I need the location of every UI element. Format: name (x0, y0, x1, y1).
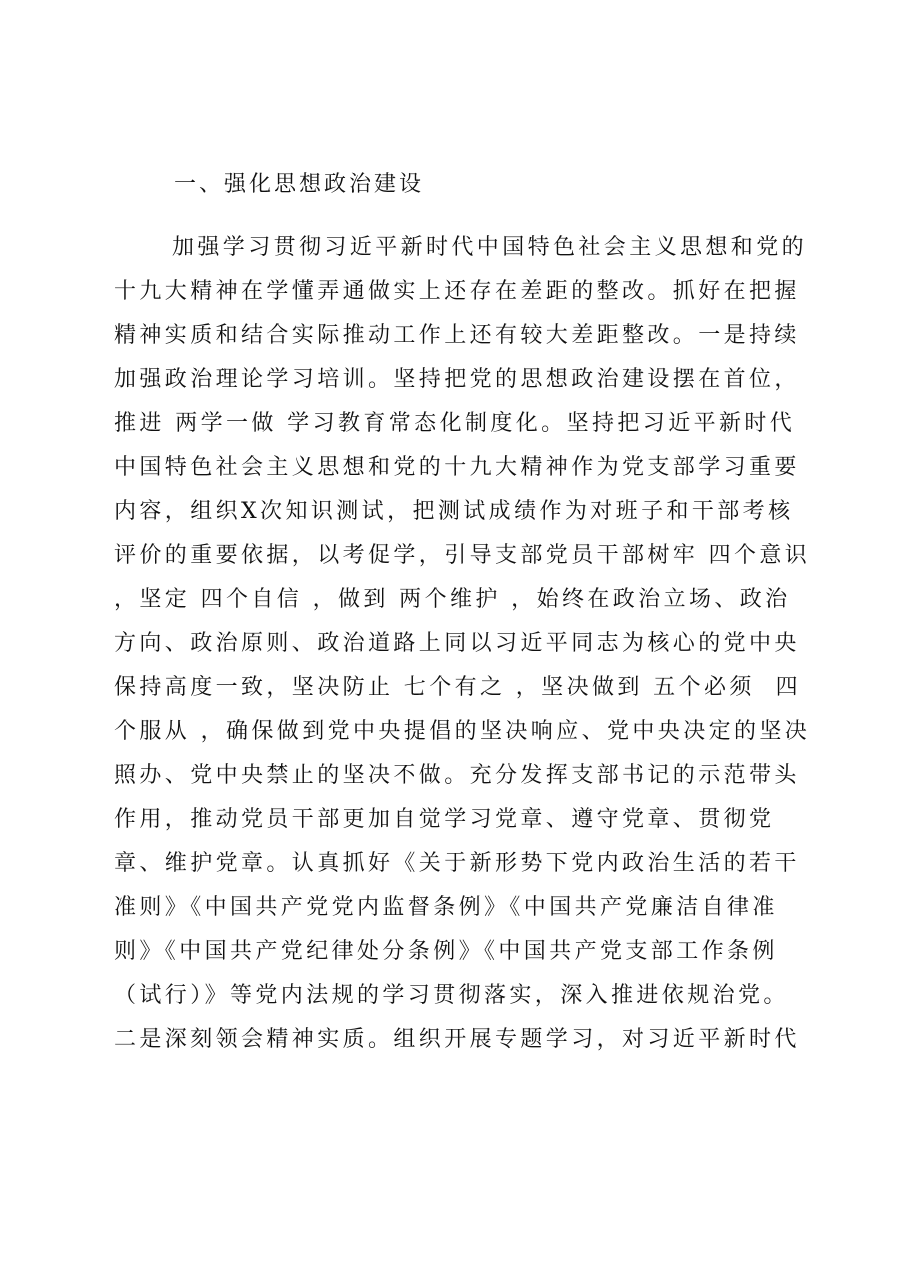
paragraph-line: 二是深刻领会精神实质。组织开展专题学习，对习近平新时代 (114, 1027, 800, 1052)
paragraph-line: 个服从 ，确保做到党中央提倡的坚决响应、党中央决定的坚决 (114, 719, 811, 744)
paragraph-line: 照办、党中央禁止的坚决不做。充分发挥支部书记的示范带头 (114, 763, 800, 788)
paragraph-line: 十九大精神在学懂弄通做实上还存在差距的整改。抓好在把握 (114, 279, 800, 304)
paragraph-line: 作用，推动党员干部更加自觉学习党章、遵守党章、贯彻党 (114, 807, 775, 832)
paragraph-line: 加强政治理论学习培训。坚持把党的思想政治建设摆在首位， (114, 367, 800, 392)
body-paragraph (114, 226, 814, 1062)
paragraph-line: 章、维护党章。认真抓好《关于新形势下党内政治生活的若干 (114, 851, 800, 876)
paragraph-line: 评价的重要依据，以考促学，引导支部党员干部树牢 四个意识 (114, 543, 811, 568)
paragraph-line: 则》《中国共产党纪律处分条例》《中国共产党支部工作条例 (114, 939, 778, 964)
paragraph-line: （试行）》等党内法规的学习贯彻落实，深入推进依规治党。 (114, 983, 789, 1008)
paragraph-line: 中国特色社会主义思想和党的十九大精神作为党支部学习重要 (114, 455, 800, 480)
paragraph-line: 准则》《中国共产党党内监督条例》《中国共产党廉洁自律准 (114, 895, 778, 920)
paragraph-line: 内容，组织X次知识测试，把测试成绩作为对班子和干部考核 (114, 499, 794, 524)
section-heading: 一、强化思想政治建设 (174, 172, 425, 197)
paragraph-line: 保持高度一致，坚决防止 七个有之 ，坚决做到 五个必须 四 (114, 675, 801, 700)
paragraph-line: 加强学习贯彻习近平新时代中国特色社会主义思想和党的 (172, 235, 808, 260)
paragraph-line: 精神实质和结合实际推动工作上还有较大差距整改。一是持续 (114, 323, 800, 348)
paragraph-line: 推进 两学一做 学习教育常态化制度化。坚持把习近平新时代 (114, 411, 796, 436)
paragraph-line: ，坚定 四个自信 ，做到 两个维护 ，始终在政治立场、政治 (114, 587, 791, 612)
paragraph-line: 方向、政治原则、政治道路上同以习近平同志为核心的党中央 (114, 631, 800, 656)
